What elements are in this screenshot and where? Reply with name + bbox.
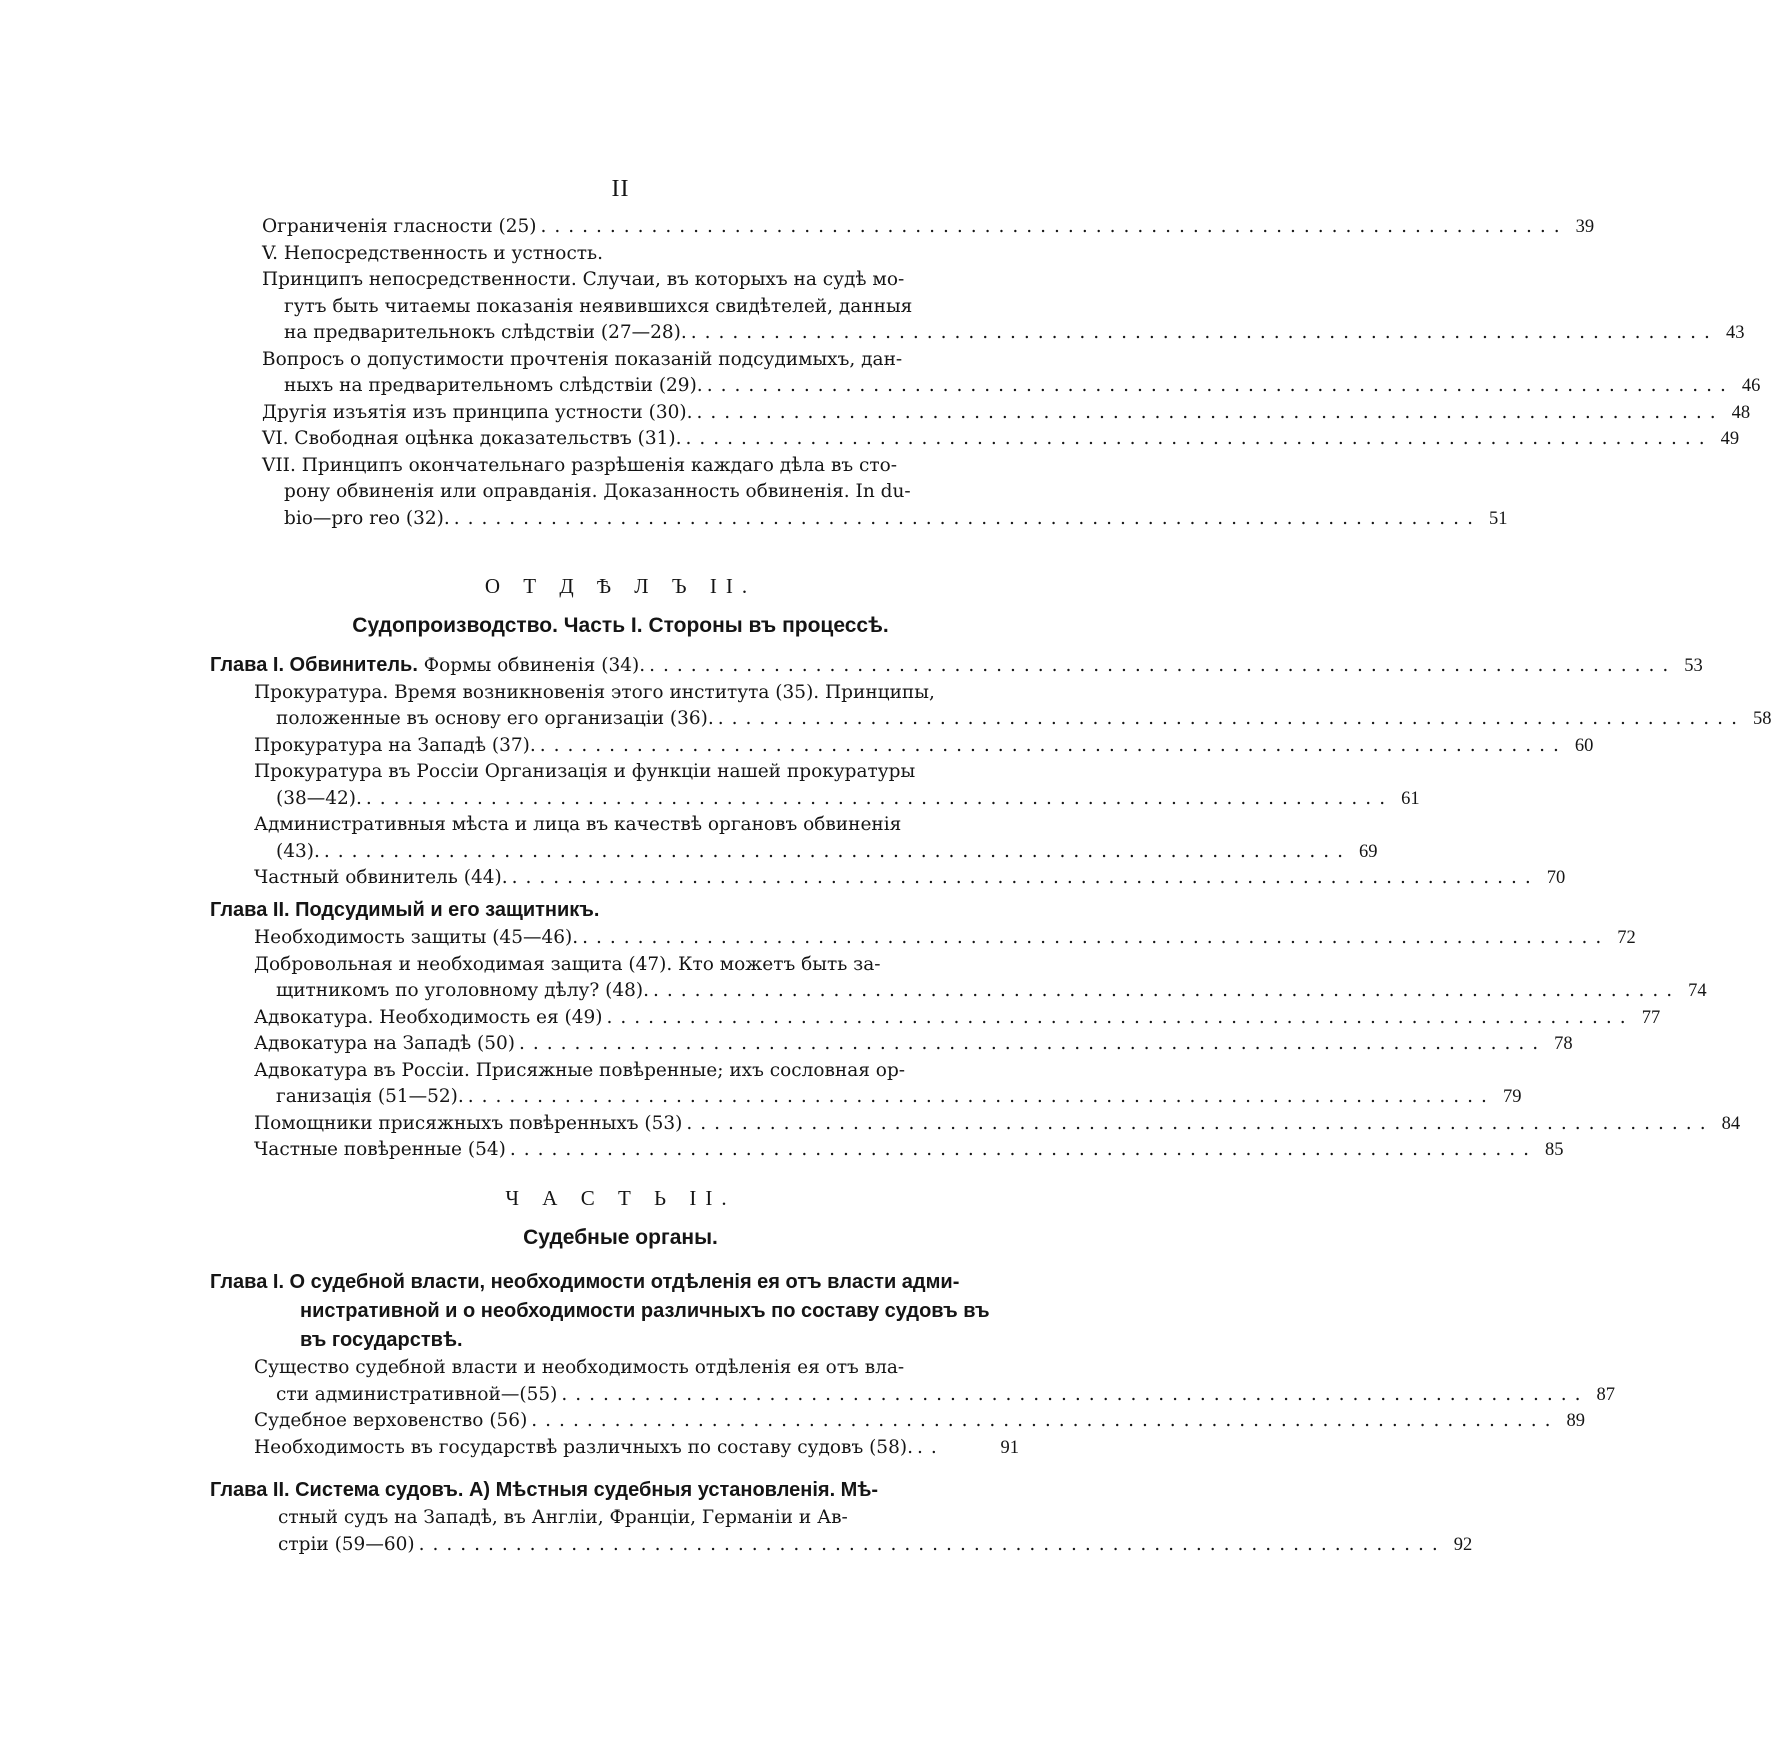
part-title: Ч А С Т Ь II. (505, 1186, 736, 1210)
entry-page: 92 (1453, 1534, 1473, 1555)
toc-entry: Необходимость въ государствѣ различныхъ по составу судовъ (58). .. 91 (254, 1435, 1019, 1462)
entry-text: (43). (276, 840, 320, 862)
entry-text: Частные повѣренные (54) (254, 1139, 506, 1160)
entry-line: Принципъ непосредственности. Случаи, въ которыхъ на судѣ мо- (262, 269, 905, 290)
entry-page: 53 (1684, 656, 1703, 676)
toc-entry (262, 241, 1019, 268)
entry-text: Ограниченія гласности (25) (262, 216, 537, 237)
chapter-label: Глава II. Подсудимый и его защитникъ. (210, 899, 600, 921)
entry-page: 74 (1688, 981, 1707, 1001)
entry-text: щитникомъ по уголовному дѣлу? (48). (276, 980, 649, 1001)
entry-text: ганизація (51—52). (276, 1086, 464, 1107)
toc-entry: Глава I. Обвинитель. Формы обвиненія (34). .......................................................................... 53 (210, 652, 1019, 680)
entry-text: Прокуратура на Западѣ (37). (254, 734, 536, 756)
toc-entry: Адвокатура на Западѣ (50) .......................................................................... 78 (254, 1031, 1019, 1058)
toc-entry: Прокуратура въ Россіи Организація и функціи нашей прокуратуры (38—42). .......................................................................... 61 (254, 759, 1019, 812)
toc-entry: VII. Принципъ окончательнаго разрѣшенія каждаго дѣла въ сто- рону обвиненія или оправданія. Доказанность обвиненія. In du- bio—pro reo (32). .......................................................................... 51 (262, 453, 1019, 533)
entry-line: VII. Принципъ окончательнаго разрѣшенія каждаго дѣла въ сто- (262, 454, 897, 476)
entry-page: 84 (1721, 1113, 1741, 1134)
entry-page: 78 (1554, 1034, 1573, 1054)
entry-text: Помощники присяжныхъ повѣренныхъ (53) (254, 1112, 683, 1134)
entry-page: 46 (1741, 376, 1761, 396)
toc-entry: Принципъ непосредственности. Случаи, въ которыхъ на судѣ мо- гутъ быть читаемы показанія неявившихся свидѣтелей, данныя на предварительнокъ слѣдствіи (27—28). .......................................................................... 43 (262, 267, 1019, 347)
entry-page: 69 (1359, 841, 1378, 862)
entry-text: Судебное верховенство (56) (254, 1410, 528, 1431)
chapter-4 (210, 1476, 1473, 1558)
entry-page: 79 (1502, 1087, 1522, 1107)
entry-line: Адвокатура въ Россіи. Присяжные повѣренные; ихъ сословная ор- (254, 1059, 906, 1081)
section-subtitle: Судопроизводство. Часть I. Стороны въ процессѣ. (352, 614, 889, 637)
section-title: О Т Д Ѣ Л Ъ II. (484, 574, 757, 598)
entry-line: Добровольная и необходимая защита (47). Кто можетъ быть за- (254, 953, 881, 975)
entry-text: Адвокатура на Западѣ (50) (254, 1033, 515, 1054)
toc-entry: Частный обвинитель (44). .......................................................................... 70 (254, 865, 1019, 892)
chapter-line: въ государствѣ. (300, 1329, 463, 1351)
toc-entry: Вопросъ о допустимости прочтенія показаній подсудимыхъ, дан- ныхъ на предварительномъ слѣдствіи (29). .......................................................................... 46 (262, 347, 1019, 400)
entry-text: Другія изъятія изъ принципа устности (30). (262, 401, 693, 423)
entry-text: сти административной—(55) (276, 1383, 558, 1405)
toc-entry: Административныя мѣста и лица въ качествѣ органовъ обвиненія (43). .......................................................................... 69 (254, 812, 1019, 865)
toc-entry: Адвокатура. Необходимость ея (49) .......................................................................... 77 (254, 1005, 1019, 1032)
entry-page: 87 (1596, 1384, 1616, 1405)
chapter-line: нистративной и о необходимости различныхъ по составу судовъ въ (300, 1300, 990, 1322)
entry-page: 58 (1752, 709, 1771, 729)
entry-text: ныхъ на предварительномъ слѣдствіи (29). (284, 375, 703, 396)
entry-line: Административныя мѣста и лица въ качествѣ органовъ обвиненія (254, 814, 902, 835)
entry-text: bio—pro reo (32). (284, 507, 450, 529)
toc-entry: Помощники присяжныхъ повѣренныхъ (53) .......................................................................... 84 (254, 1111, 1019, 1138)
toc-entry: Необходимость защиты (45—46). .......................................................................... 72 (254, 925, 1019, 952)
toc-entry: Добровольная и необходимая защита (47). Кто можетъ быть за- щитникомъ по уголовному дѣлу? (48). .......................................................................... 74 (254, 952, 1019, 1005)
toc-entry: Частные повѣренные (54) .......................................................................... 85 (254, 1137, 1019, 1164)
entry-page: 72 (1617, 928, 1636, 948)
toc-entry: VI. Свободная оцѣнка доказательствъ (31). .......................................................................... 49 (262, 426, 1019, 453)
entry-line: Прокуратура. Время возникновенія этого института (35). Принципы, (254, 681, 935, 703)
entry-text: Частный обвинитель (44). (254, 867, 508, 888)
chapter-line: Глава II. Система судовъ. А) Мѣстныя судебныя установленія. Мѣ- (210, 1479, 879, 1501)
entry-line: Прокуратура въ Россіи Организація и функціи нашей прокуратуры (254, 761, 916, 782)
entry-page: 85 (1545, 1140, 1564, 1160)
entry-text: (38—42). (276, 787, 362, 809)
entry-text: положенные въ основу его организаціи (36). (276, 708, 714, 729)
entry-page: 91 (1000, 1437, 1019, 1458)
chapter-3 (210, 1268, 1616, 1461)
page-number: II (611, 176, 630, 202)
entry-text: на предварительнокъ слѣдствіи (27—28). (284, 322, 687, 343)
entry-text: Формы обвиненія (34). (423, 655, 646, 676)
toc-entry: Существо судебной власти и необходимость отдѣленія ея отъ вла- сти административной—(55) .......................................................................... 87 (254, 1355, 1019, 1408)
entry-page: 77 (1641, 1007, 1661, 1028)
entry-text: VI. Свободная оцѣнка доказательствъ (31). (262, 428, 682, 449)
entry-page: 60 (1574, 735, 1594, 756)
entry-page: 70 (1546, 868, 1566, 888)
toc-entry: Прокуратура на Западѣ (37). .......................................................................... 60 (254, 733, 1019, 760)
entry-line: рону обвиненія или оправданія. Доказанность обвиненія. In du- (284, 481, 911, 502)
entry-page: 89 (1566, 1411, 1585, 1431)
entry-line: Вопросъ о допустимости прочтенія показаній подсудимыхъ, дан- (262, 348, 903, 370)
entry-text: Адвокатура. Необходимость ея (49) (254, 1006, 603, 1028)
toc-entry: Прокуратура. Время возникновенія этого института (35). Принципы, положенные въ основу его организаціи (36). .......................................................................... 58 (254, 680, 1019, 733)
entry-line: Существо судебной власти и необходимость отдѣленія ея отъ вла- (254, 1357, 905, 1378)
entry-page: 49 (1720, 429, 1740, 449)
toc-entry: Другія изъятія изъ принципа устности (30). .......................................................................... 48 (262, 400, 1019, 427)
entry-line: гутъ быть читаемы показанія неявившихся свидѣтелей, данныя (284, 295, 913, 317)
entry-text: V. Непосредственность и устность. (262, 242, 603, 264)
entry-page: 48 (1731, 402, 1751, 423)
entry-page: 61 (1401, 788, 1420, 809)
chapter-1 (210, 652, 1771, 892)
entry-page: 39 (1575, 217, 1595, 237)
part-subtitle: Судебные органы. (523, 1226, 718, 1249)
toc-entry: стный судъ на Западѣ, въ Англіи, Франціи, Германіи и Ав- стріи (59—60) .......................................................................... 92 (210, 1505, 1019, 1558)
entry-line: стный судъ на Западѣ, въ Англіи, Франціи, Германіи и Ав- (278, 1507, 848, 1528)
chapter-line: Глава I. О судебной власти, необходимости отдѣленія ея отъ власти адми- (210, 1271, 960, 1293)
toc-entry: Адвокатура въ Россіи. Присяжные повѣренные; ихъ сословная ор- ганизація (51—52). .......................................................................... 79 (254, 1058, 1019, 1111)
entry-page: 43 (1725, 323, 1745, 343)
toc-entry: Судебное верховенство (56) .......................................................................... 89 (254, 1408, 1019, 1435)
chapter-label: Глава I. Обвинитель. (210, 654, 418, 676)
entry-text: Необходимость защиты (45—46). (254, 927, 579, 948)
entry-page: 51 (1488, 508, 1508, 529)
toc-part1 (262, 214, 1761, 532)
entry-text: стріи (59—60) (278, 1533, 415, 1555)
entry-text: Необходимость въ государствѣ различныхъ по составу судовъ (58). (254, 1436, 913, 1458)
toc-entry: Ограниченія гласности (25) .......................................................................... 39 (262, 214, 1019, 241)
chapter-2 (210, 896, 1741, 1164)
